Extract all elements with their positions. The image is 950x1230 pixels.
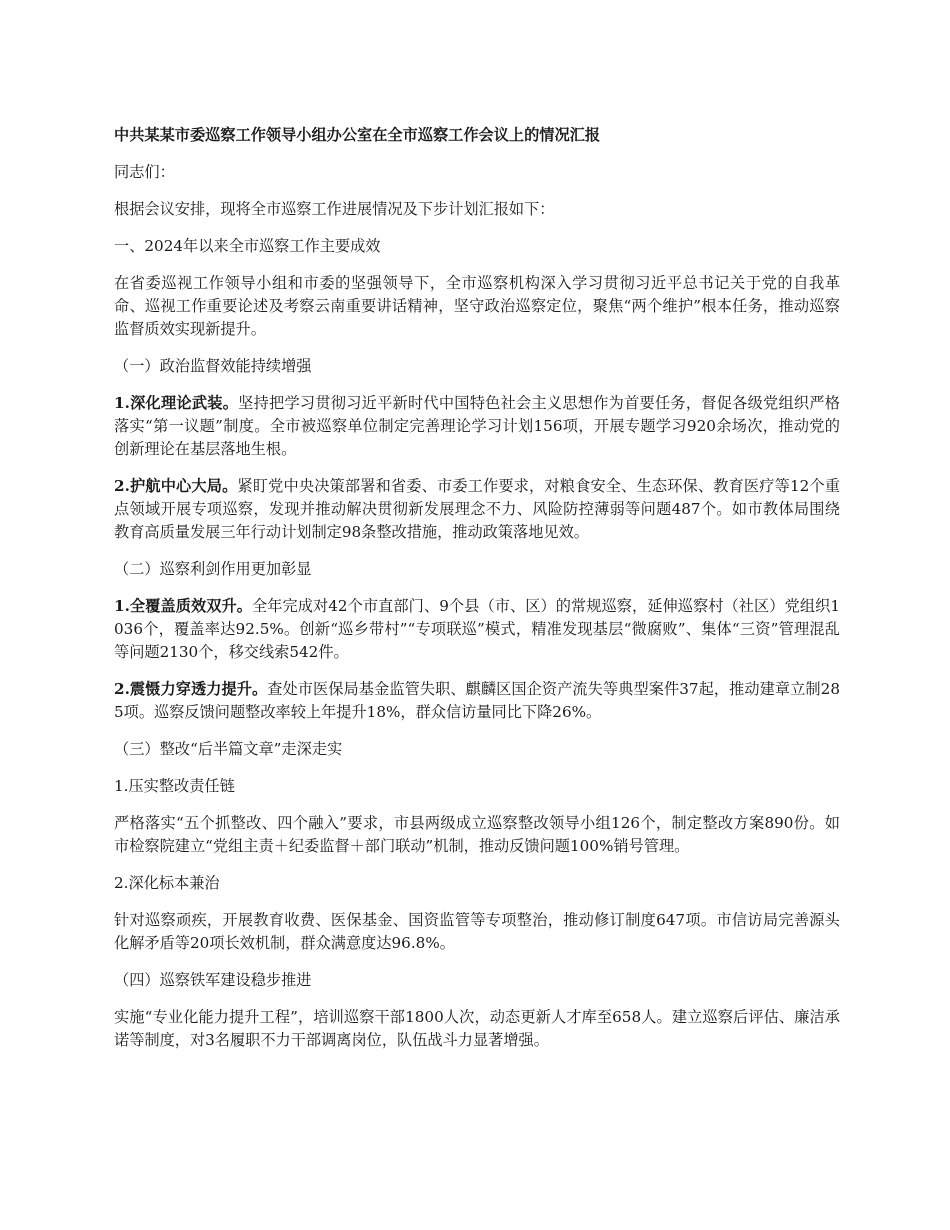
subsection-heading-3: （三）整改“后半篇文章”走深走实 (114, 740, 343, 758)
subsection-4-body: 实施“专业化能力提升工程”，培训巡察干部1800人次，动态更新人才库至658人。建立巡察后评估、廉洁承诺等制度，对3名履职不力干部调离岗位，队伍战斗力显著增强。 (114, 1008, 840, 1049)
section-1-body: 在省委巡视工作领导小组和市委的坚强领导下，全市巡察机构深入学习贯彻习近平总书记关于党的自我革命、巡视工作重要论述及考察云南重要讲话精神，坚守政治巡察定位，聚焦“两个维护”根本任务，推动巡察监督质效实现新提升。 (114, 274, 840, 338)
subsection-2-item-2 (114, 678, 840, 724)
subsection-3-item-1-heading: 1.压实整改责任链 (114, 777, 235, 795)
subsection-1-item-1 (114, 392, 840, 461)
intro-paragraph: 根据会议安排，现将全市巡察工作进展情况及下步计划汇报如下： (114, 200, 555, 218)
subsection-3-item-2-body: 针对巡察顽疾，开展教育收费、医保基金、国资监管等专项整治，推动修订制度647项。市信访局完善源头化解矛盾等20项长效机制，群众满意度达96.8%。 (114, 911, 840, 952)
document-title: 中共某某市委巡察工作领导小组办公室在全市巡察工作会议上的情况汇报 (114, 126, 600, 144)
subsection-1-item-2 (114, 475, 840, 544)
subsection-heading-4: （四）巡察铁军建设稳步推进 (114, 971, 312, 989)
item-body: 坚持把学习贯彻习近平新时代中国特色社会主义思想作为首要任务，督促各级党组织严格落实“第一议题”制度。全市被巡察单位制定完善理论学习计划156项，开展专题学习920余场次，推动党的创新理论在基层落地生根。 (114, 394, 840, 458)
section-heading-1: 一、2024年以来全市巡察工作主要成效 (114, 237, 381, 255)
item-body: 全年完成对42个市直部门、9个县（市、区）的常规巡察，延伸巡察村（社区）党组织1036个，覆盖率达92.5%。创新“巡乡带村”“专项联巡”模式，精准发现基层“微腐败”、集体“三资”管理混乱等问题2130个，移交线索542件。 (114, 597, 841, 661)
subsection-3-item-2-heading: 2.深化标本兼治 (114, 874, 220, 892)
item-body: 紧盯党中央决策部署和省委、市委工作要求，对粮食安全、生态环保、教育医疗等12个重点领域开展专项巡察，发现并推动解决贯彻新发展理念不力、风险防控薄弱等问题487个。如市教体局围绕教育高质量发展三年行动计划制定98条整改措施，推动政策落地见效。 (114, 477, 840, 541)
subsection-heading-1: （一）政治监督效能持续增强 (114, 357, 312, 375)
subsection-2-item-1 (114, 595, 840, 664)
item-lead: 1.全覆盖质效双升。 (114, 597, 252, 615)
item-lead: 1.深化理论武装。 (114, 394, 239, 412)
item-lead: 2.震慑力穿透力提升。 (114, 680, 268, 698)
greeting: 同志们： (114, 163, 175, 181)
document-page (114, 124, 840, 1066)
subsection-heading-2: （二）巡察利剑作用更加彰显 (114, 560, 312, 578)
subsection-3-item-1-body: 严格落实“五个抓整改、四个融入”要求，市县两级成立巡察整改领导小组126个，制定整改方案890份。如市检察院建立“党组主责＋纪委监督＋部门联动”机制，推动反馈问题100%销号管理。 (114, 814, 840, 855)
item-body: 查处市医保局基金监管失职、麒麟区国企资产流失等典型案件37起，推动建章立制285项。巡察反馈问题整改率较上年提升18%，群众信访量同比下降26%。 (114, 680, 840, 721)
item-lead: 2.护航中心大局。 (114, 477, 238, 495)
